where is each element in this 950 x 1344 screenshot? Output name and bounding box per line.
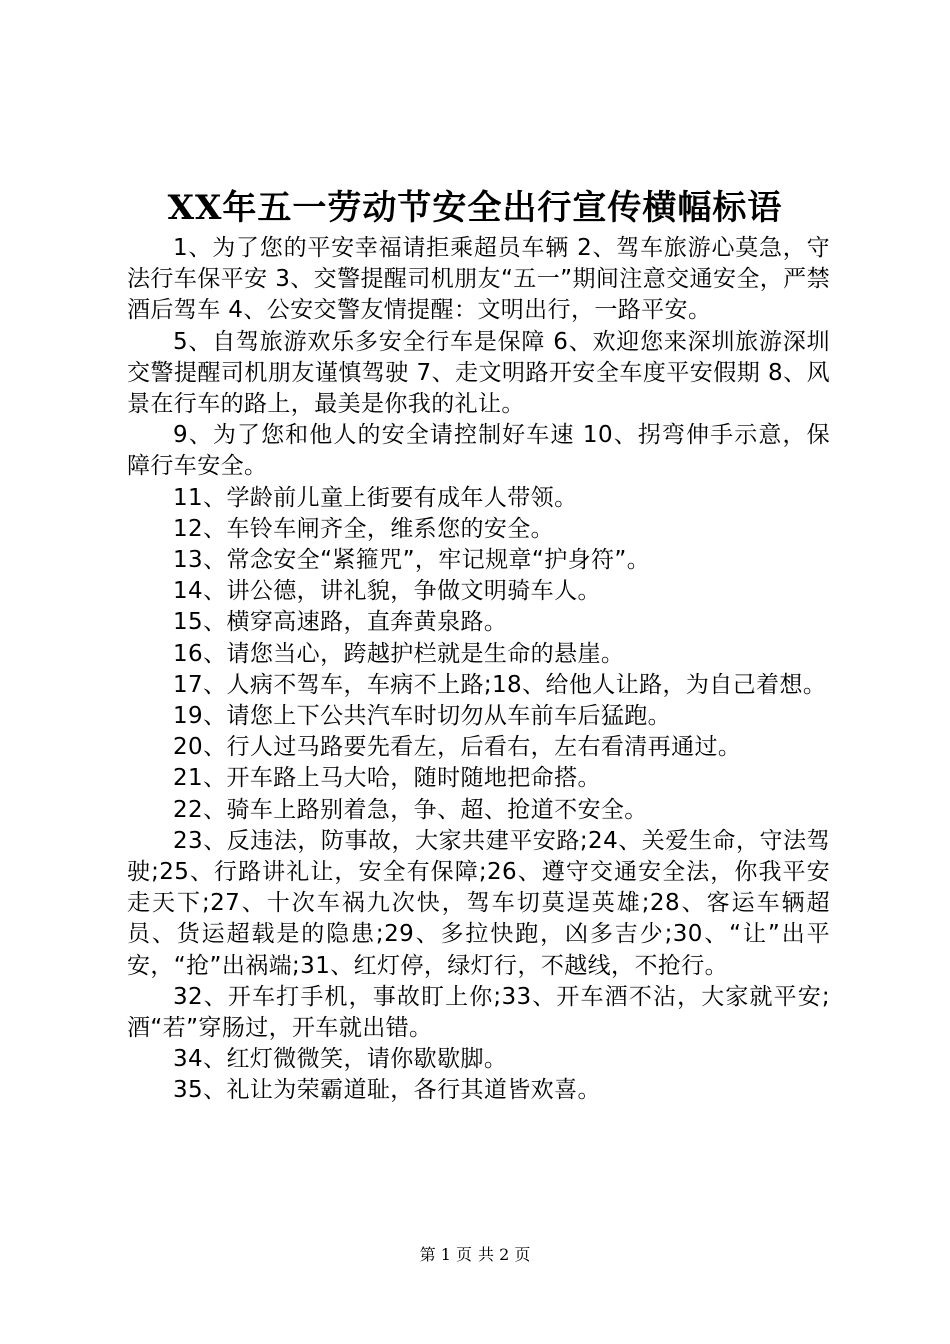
paragraph-5: 12、车铃车闸齐全，维系您的安全。: [173, 515, 555, 542]
document-body: [127, 233, 830, 1107]
paragraph-1: 1、为了您的平安幸福请拒乘超员车辆 2、驾车旅游心莫急，守法行车保平安 3、交警提醒司机朋友“五一”期间注意交通安全，严禁酒后驾车 4、公安交警友情提醒：文明出行，一路平安。: [127, 235, 830, 324]
paragraph-18: 35、礼让为荣霸道耻，各行其道皆欢喜。: [173, 1077, 601, 1104]
page-number: 第 1 页: [419, 1245, 472, 1264]
paragraph-9: 16、请您当心，跨越护栏就是生命的悬崖。: [173, 640, 625, 667]
paragraph-11: 19、请您上下公共汽车时切勿从车前车后猛跑。: [173, 703, 672, 730]
paragraph-16: 32、开车打手机，事故盯上你;33、开车酒不沾，大家就平安;酒“若”穿肠过，开车就出错。: [127, 983, 830, 1042]
paragraph-17: 34、红灯微微笑，请你歇歇脚。: [173, 1046, 508, 1073]
paragraph-3: 9、为了您和他人的安全请控制好车速 10、拐弯伸手示意，保障行车安全。: [127, 422, 830, 480]
paragraph-14: 22、骑车上路别着急，争、超、抢道不安全。: [173, 796, 648, 823]
paragraph-12: 20、行人过马路要先看左，后看右，左右看清再通过。: [173, 734, 742, 761]
paragraph-6: 13、常念安全“紧箍咒”，牢记规章“护身符”。: [173, 547, 651, 574]
document-title: XX年五一劳动节安全出行宣传横幅标语: [167, 188, 783, 228]
paragraph-10: 17、人病不驾车，车病不上路;18、给他人让路，为自己着想。: [173, 671, 827, 698]
paragraph-2: 5、自驾旅游欢乐多安全行车是保障 6、欢迎您来深圳旅游深圳交警提醒司机朋友谨慎驾驶 7、走文明路开安全车度平安假期 8、风景在行车的路上，最美是你我的礼让。: [127, 328, 830, 418]
paragraph-8: 15、横穿高速路，直奔黄泉路。: [173, 609, 508, 636]
paragraph-7: 14、讲公德，讲礼貌，争做文明骑车人。: [173, 578, 601, 605]
paragraph-15: 23、反违法，防事故，大家共建平安路;24、关爱生命，守法驾驶;25、行路讲礼让，安全有保障;26、遵守交通安全法，你我平安走天下;27、十次车祸九次快，驾车切莫逞英雄;28、客运车辆超员、货运超载是的隐患;29、多拉快跑，凶多吉少;30、“让”出平安，“抢”出祸端;31、红灯停，绿灯行，不越线，不抢行。: [127, 827, 830, 979]
paragraph-4: 11、学龄前儿童上街要有成年人带领。: [173, 484, 578, 511]
paragraph-13: 21、开车路上马大哈，随时随地把命搭。: [173, 765, 601, 792]
page-footer: [0, 1244, 950, 1266]
page-total: 共 2 页: [478, 1245, 531, 1264]
